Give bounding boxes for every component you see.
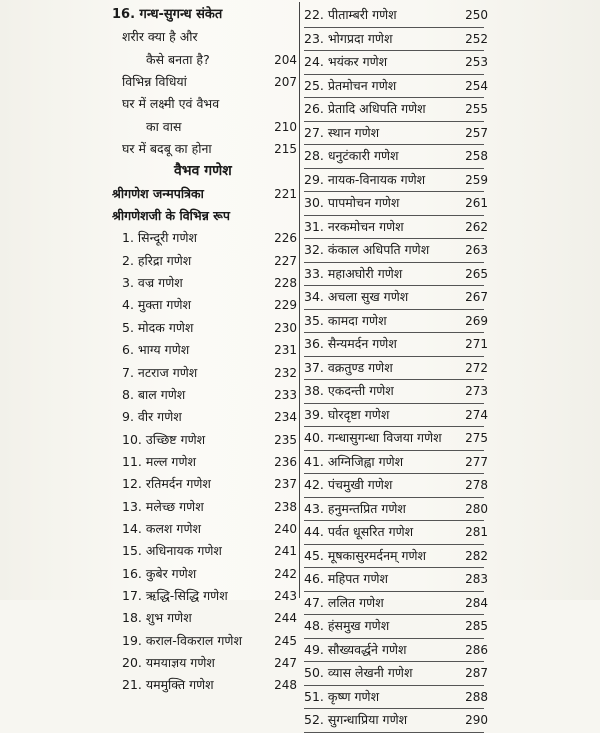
toc-entry bbox=[112, 339, 297, 361]
toc-entry-title: 18. शुभ गणेश bbox=[122, 610, 192, 626]
toc-entry-title: 9. वीर गणेश bbox=[122, 409, 182, 425]
toc-entry bbox=[304, 51, 488, 75]
toc-entry bbox=[304, 216, 488, 240]
toc-entry-title: 41. अग्निजिह्वा गणेश bbox=[304, 453, 404, 469]
toc-entry bbox=[112, 496, 297, 518]
toc-entry bbox=[304, 28, 488, 52]
toc-entry-page: 259 bbox=[465, 172, 488, 187]
toc-entry-page: 261 bbox=[465, 196, 488, 210]
toc-entry bbox=[112, 205, 297, 227]
toc-entry-title: 38. एकदन्ती गणेश bbox=[304, 383, 394, 398]
toc-entry-title: 40. गन्धासुगन्धा विजया गणेश bbox=[304, 430, 442, 445]
toc-entry bbox=[304, 662, 488, 686]
toc-entry-title: वैभव गणेश bbox=[174, 163, 232, 180]
toc-entry-title: 23. भोगप्रदा गणेश bbox=[304, 30, 393, 46]
toc-entry-page: 235 bbox=[274, 432, 297, 447]
toc-entry bbox=[304, 169, 488, 193]
toc-entry-title: 6. भाग्य गणेश bbox=[122, 342, 190, 358]
toc-entry bbox=[112, 652, 297, 674]
toc-entry-page: 250 bbox=[465, 8, 488, 22]
toc-entry-page: 288 bbox=[465, 689, 488, 704]
toc-entry-page: 286 bbox=[465, 642, 488, 657]
toc-entry-title: 32. कंकाल अधिपति गणेश bbox=[304, 242, 430, 257]
toc-entry bbox=[304, 357, 488, 381]
toc-entry-title: 5. मोदक गणेश bbox=[122, 319, 194, 335]
toc-entry-page: 240 bbox=[274, 521, 297, 536]
toc-entry-title: 51. कृष्ण गणेश bbox=[304, 688, 380, 704]
toc-entry-title: 7. नटराज गणेश bbox=[122, 364, 198, 380]
toc-entry-page: 284 bbox=[465, 595, 488, 610]
toc-left-column bbox=[112, 4, 297, 697]
toc-entry-page: 230 bbox=[274, 320, 297, 335]
toc-entry-page: 281 bbox=[465, 525, 488, 539]
toc-entry-title: 27. स्थान गणेश bbox=[304, 124, 380, 140]
toc-entry-page: 226 bbox=[274, 231, 297, 246]
toc-entry-title: 16. गन्ध-सुगन्ध संकेत bbox=[112, 7, 223, 22]
toc-entry bbox=[304, 686, 488, 710]
toc-entry-title: 47. ललित गणेश bbox=[304, 594, 384, 610]
toc-entry bbox=[112, 160, 297, 182]
toc-entry-title: 35. कामदा गणेश bbox=[304, 312, 387, 328]
toc-entry-page: 248 bbox=[274, 678, 297, 693]
toc-entry bbox=[304, 145, 488, 169]
toc-entry-title: 13. मलेच्छ गणेश bbox=[122, 498, 204, 514]
toc-entry bbox=[112, 294, 297, 316]
toc-entry-title: 21. यममुक्ति गणेश bbox=[122, 677, 214, 693]
toc-entry-page: 227 bbox=[274, 253, 297, 268]
toc-entry-page: 287 bbox=[465, 666, 488, 680]
toc-entry bbox=[112, 473, 297, 495]
toc-entry bbox=[304, 709, 488, 733]
toc-entry-title: श्रीगणेश जन्मपत्रिका bbox=[112, 185, 204, 201]
toc-entry bbox=[304, 333, 488, 357]
toc-entry bbox=[112, 451, 297, 473]
toc-entry bbox=[112, 227, 297, 249]
toc-entry-page: 228 bbox=[274, 276, 297, 291]
toc-entry-title: शरीर क्या है और bbox=[122, 29, 198, 45]
toc-entry bbox=[304, 498, 488, 522]
toc-entry-title: 33. महाअघोरी गणेश bbox=[304, 265, 403, 281]
toc-entry-title: 10. उच्छिष्ट गणेश bbox=[122, 431, 206, 447]
toc-entry-title: 50. व्यास लेखनी गणेश bbox=[304, 665, 413, 680]
toc-entry-title: 34. अचला सुख गणेश bbox=[304, 289, 409, 304]
toc-entry-page: 237 bbox=[274, 477, 297, 492]
toc-entry bbox=[112, 93, 297, 115]
toc-entry-page: 242 bbox=[274, 566, 297, 581]
toc-entry-title: 30. पापमोचन गणेश bbox=[304, 195, 400, 210]
toc-entry-title: का वास bbox=[146, 118, 182, 134]
toc-entry-page: 269 bbox=[465, 313, 488, 328]
toc-entry-page: 282 bbox=[465, 548, 488, 563]
toc-entry bbox=[112, 518, 297, 540]
toc-entry-title: 28. धनुटंकारी गणेश bbox=[304, 148, 399, 163]
toc-entry bbox=[112, 183, 297, 205]
toc-right-column bbox=[304, 4, 488, 733]
toc-entry-page: 241 bbox=[274, 544, 297, 559]
toc-entry bbox=[304, 568, 488, 592]
toc-entry bbox=[304, 75, 488, 99]
toc-entry bbox=[304, 98, 488, 122]
toc-entry-page: 221 bbox=[274, 186, 297, 201]
toc-entry-page: 233 bbox=[274, 387, 297, 402]
toc-entry bbox=[304, 4, 488, 28]
toc-entry-page: 257 bbox=[465, 125, 488, 140]
toc-entry bbox=[112, 71, 297, 93]
toc-entry-title: 2. हरिद्रा गणेश bbox=[122, 252, 192, 268]
toc-entry bbox=[304, 427, 488, 451]
toc-entry bbox=[112, 138, 297, 160]
toc-entry-title: 3. वज्र गणेश bbox=[122, 275, 183, 291]
toc-entry bbox=[304, 521, 488, 545]
toc-entry-title: घर में लक्ष्मी एवं वैभव bbox=[122, 96, 220, 112]
toc-entry-page: 236 bbox=[274, 454, 297, 469]
toc-entry-page: 254 bbox=[465, 78, 488, 93]
toc-entry bbox=[304, 639, 488, 663]
toc-entry-page: 271 bbox=[465, 337, 488, 351]
toc-entry-title: 12. रतिमर्दन गणेश bbox=[122, 476, 211, 492]
toc-entry bbox=[112, 26, 297, 48]
toc-entry-page: 247 bbox=[274, 655, 297, 670]
toc-entry-title: 15. अधिनायक गणेश bbox=[122, 543, 222, 559]
toc-entry-page: 243 bbox=[274, 588, 297, 603]
toc-entry bbox=[112, 563, 297, 585]
toc-entry bbox=[112, 49, 297, 71]
toc-entry-title: 44. पर्वत धूसरित गणेश bbox=[304, 524, 414, 539]
toc-entry-title: 24. भयंकर गणेश bbox=[304, 54, 388, 69]
toc-entry-title: 49. सौख्यवर्द्धने गणेश bbox=[304, 641, 407, 657]
toc-entry bbox=[112, 250, 297, 272]
toc-entry-page: 290 bbox=[465, 713, 488, 727]
toc-entry-page: 244 bbox=[274, 611, 297, 626]
toc-entry-title: घर में बदबू का होना bbox=[122, 141, 212, 157]
toc-entry bbox=[304, 380, 488, 404]
toc-entry bbox=[112, 362, 297, 384]
toc-entry-page: 274 bbox=[465, 407, 488, 422]
toc-entry-page: 258 bbox=[465, 149, 488, 163]
toc-entry bbox=[112, 585, 297, 607]
toc-entry-title: 52. सुगन्धाप्रिया गणेश bbox=[304, 712, 408, 727]
toc-entry-title: 42. पंचमुखी गणेश bbox=[304, 477, 393, 492]
toc-entry-title: 36. सैन्यमर्दन गणेश bbox=[304, 336, 397, 351]
toc-entry-page: 277 bbox=[465, 454, 488, 469]
toc-entry-title: 37. वक्रतुण्ड गणेश bbox=[304, 359, 393, 375]
toc-entry-title: 17. ऋद्धि-सिद्धि गणेश bbox=[122, 587, 228, 603]
toc-entry bbox=[304, 404, 488, 428]
toc-entry-title: 8. बाल गणेश bbox=[122, 386, 186, 402]
toc-entry bbox=[304, 474, 488, 498]
toc-entry bbox=[304, 545, 488, 569]
toc-entry-title: 4. मुक्ता गणेश bbox=[122, 297, 191, 313]
toc-entry-title: 43. हनुमन्तप्रित गणेश bbox=[304, 500, 406, 516]
toc-entry-page: 265 bbox=[465, 266, 488, 281]
toc-entry-title: 20. यमयाज्ञय गणेश bbox=[122, 654, 215, 670]
toc-entry-title: 11. मल्ल गणेश bbox=[122, 453, 196, 469]
toc-entry-page: 267 bbox=[465, 290, 488, 304]
toc-entry bbox=[112, 406, 297, 428]
toc-entry-title: 45. मूषकासुरमर्दनम् गणेश bbox=[304, 547, 427, 563]
toc-entry bbox=[112, 116, 297, 138]
toc-entry-title: विभिन्न विधियां bbox=[122, 74, 187, 90]
toc-entry bbox=[304, 592, 488, 616]
toc-entry bbox=[304, 451, 488, 475]
toc-entry-page: 253 bbox=[465, 55, 488, 69]
toc-entry bbox=[112, 4, 297, 26]
toc-entry-title: कैसे बनता है? bbox=[146, 51, 210, 67]
toc-entry-page: 263 bbox=[465, 243, 488, 257]
toc-entry-page: 262 bbox=[465, 219, 488, 234]
toc-entry bbox=[112, 674, 297, 696]
toc-entry-page: 280 bbox=[465, 501, 488, 516]
toc-entry-page: 275 bbox=[465, 431, 488, 445]
toc-entry-page: 204 bbox=[274, 52, 297, 67]
toc-entry bbox=[112, 607, 297, 629]
toc-entry-page: 252 bbox=[465, 31, 488, 46]
toc-entry-title: 25. प्रेतमोचन गणेश bbox=[304, 77, 397, 93]
toc-entry bbox=[304, 239, 488, 263]
toc-entry bbox=[304, 263, 488, 287]
toc-entry-title: 1. सिन्दूरी गणेश bbox=[122, 230, 197, 246]
toc-entry-title: 19. कराल-विकराल गणेश bbox=[122, 632, 242, 648]
toc-entry-title: 16. कुबेर गणेश bbox=[122, 565, 197, 581]
toc-entry-page: 210 bbox=[274, 119, 297, 134]
toc-entry-title: श्रीगणेशजी के विभिन्न रूप bbox=[112, 208, 230, 224]
toc-entry-page: 231 bbox=[274, 343, 297, 358]
toc-entry-title: 22. पीताम्बरी गणेश bbox=[304, 7, 397, 22]
toc-entry-page: 229 bbox=[274, 298, 297, 313]
toc-entry bbox=[112, 272, 297, 294]
toc-entry-page: 238 bbox=[274, 499, 297, 514]
toc-entry-page: 234 bbox=[274, 410, 297, 425]
toc-entry bbox=[304, 192, 488, 216]
toc-entry-page: 255 bbox=[465, 102, 488, 116]
toc-entry bbox=[112, 317, 297, 339]
toc-entry-title: 14. कलश गणेश bbox=[122, 520, 201, 536]
toc-entry-page: 273 bbox=[465, 384, 488, 398]
toc-entry-title: 39. घोरदृष्टा गणेश bbox=[304, 406, 390, 422]
toc-entry bbox=[304, 122, 488, 146]
toc-entry bbox=[304, 615, 488, 639]
toc-entry-title: 46. महिपत गणेश bbox=[304, 571, 388, 586]
toc-entry-title: 29. नायक-विनायक गणेश bbox=[304, 171, 426, 187]
toc-entry-title: 48. हंसमुख गणेश bbox=[304, 618, 390, 633]
toc-entry bbox=[112, 540, 297, 562]
toc-entry-page: 245 bbox=[274, 633, 297, 648]
toc-entry-title: 31. नरकमोचन गणेश bbox=[304, 218, 404, 234]
toc-entry-page: 207 bbox=[274, 75, 297, 90]
toc-entry bbox=[112, 630, 297, 652]
toc-entry bbox=[112, 429, 297, 451]
toc-entry-page: 285 bbox=[465, 619, 488, 633]
toc-entry-page: 215 bbox=[274, 142, 297, 157]
toc-entry-page: 232 bbox=[274, 365, 297, 380]
toc-entry-page: 278 bbox=[465, 478, 488, 492]
toc-entry bbox=[304, 286, 488, 310]
toc-entry-title: 26. प्रेतादि अधिपति गणेश bbox=[304, 101, 426, 116]
toc-entry-page: 272 bbox=[465, 360, 488, 375]
toc-entry bbox=[304, 310, 488, 334]
column-divider bbox=[299, 2, 300, 598]
toc-entry-page: 283 bbox=[465, 572, 488, 586]
toc-entry bbox=[112, 384, 297, 406]
